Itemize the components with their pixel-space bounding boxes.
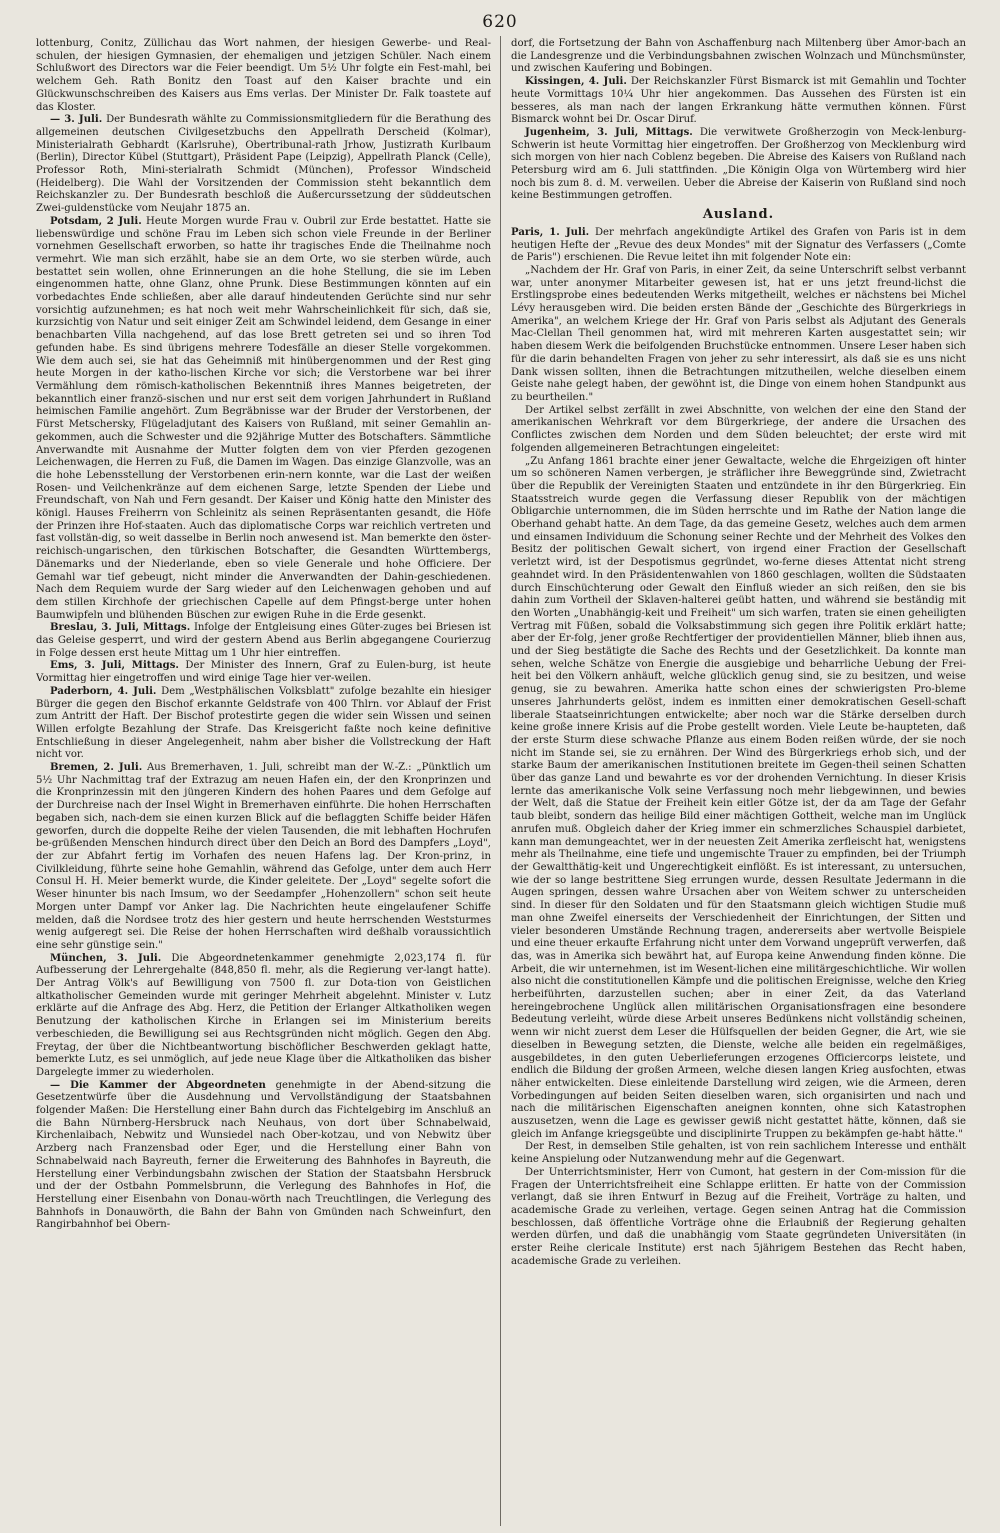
column-divider xyxy=(500,36,501,1526)
dateline: — Die Kammer der Abgeordneten xyxy=(50,1079,266,1091)
article-paragraph xyxy=(511,1141,966,1166)
paragraph-text: Der Minister des Innern, Graf zu Eulen-burg, ist heute Vormittag hier eingetroffen und wird einige Tage hier ver-weilen. xyxy=(36,660,491,685)
article-paragraph xyxy=(36,622,491,660)
paragraph-text: Der Unterrichtsminister, Herr von Cumont, hat gestern in der Com-mission für die Fragen der Unterrichtsfreiheit eine Schlappe erlitten. Er hatte von der Commission verlangt, daß sie ihren Entwurf in Bezug auf die Freiheit, Vorträge zu halten, und academische Grade zu verleihen, vertage. Gegen seinen Antrag hat die Commission beschlossen, daß öffentliche Vorträge ohne die Erlaubniß der Regierung gehalten werden dürfen, und daß die unabhängig vom Staate gegründeten Universitäten (in erster Reihe clericale Institute) erst nach 5jährigem Bestehen das Recht haben, academische Grade zu verleihen. xyxy=(511,1166,966,1267)
article-paragraph xyxy=(36,38,491,114)
paragraph-text: Die verwitwete Großherzogin von Meck-lenburg-Schwerin ist heute Vormittag hier eingetroffen. Der Großherzog von Mecklenburg wird sich morgen von hier nach Coblenz begeben. Die Abreise des Kaisers von Rußland nach Petersburg wird am 6. Juli stattfinden. „Die Königin Olga von Würtemberg wird hier noch bis zum 8. d. M. verweilen. Ueber die Abreise der Kaiserin von Rußland sind noch keine Bestimmungen getroffen. xyxy=(511,126,966,202)
article-paragraph xyxy=(511,456,966,1142)
article-paragraph xyxy=(36,660,491,685)
dateline: Bremen, 2. Juli. xyxy=(50,762,143,774)
paragraph-text: Die Abgeordnetenkammer genehmigte 2,023,174 fl. für Aufbesserung der Lehrergehalte (848,850 fl. mehr, als die Regierung ver-langt hatte). Der Antrag Völk's auf Bewilligung von 7500 fl. zur Dota-tion von Geistlichen altkatholischer Gemeinden wurde mit geringer Mehrheit abgelehnt. Minister v. Lutz erklärte auf die Anfrage des Abg. Herz, die Petition der Erlanger Altkatholiken wegen Benutzung der katholischen Kirche in Erlangen sei im Ministerium bereits verbeschieden, die Bewilligung sei aus Rechtsgründen nicht möglich. Gegen den Abg. Freytag, der über die Nichtbeantwortung bischöflicher Beschwerden geklagt hatte, bemerkte Lutz, es sei unmöglich, auf jede neue Klage über die Altkatholiken das bisher Dargelegte immer zu wiederholen. xyxy=(36,952,491,1078)
paragraph-text: „Zu Anfang 1861 brachte einer jener Gewaltacte, welche die Ehrgeizigen oft hinter um so schöneren Namen verbergen, je sträflicher ihre Beweggründe sind, Zwietracht über die Republik der Vereinigten Staaten und entzündete in ihr den Bürgerkrieg. Ein Staatsstreich wurde gegen die Verfassung dieser Republik von der mächtigen Obligarchie unternommen, die im Süden herrschte und im Rathe der Nation lange die Oberhand gehabt hatte. An dem Tage, da das gemeine Gesetz, welches auch dem armen und einsamen Individuum die Schonung seiner Rechte und der Mehrheit des Volkes den Besitz der politischen Gewalt sichert, von irgend einer Fraction der Gesellschaft verletzt wird, ist der Despotismus gegründet, wo-ferne dieses Attentat nicht streng geahndet wird. In den Präsidentenwahlen von 1860 geschlagen, wollten die Südstaaten durch Einschüchterung oder Gewalt den Einfluß wieder an sich reißen, den sie bis dahin zum Vortheil der Sklaven-halterei geübt hatten, und während sie beständig mit den Worten „Unabhängig-keit und Freiheit" um sich warfen, traten sie einen geheiligten Vertrag mit Füßen, sobald die Volksabstimmung sich gegen ihre Politik erklärt hatte; aber der Er-folg, jener große Rechtfertiger der providentiellen Männer, blieb ihnen aus, und der Sieg bestätigte die Sache des Rechts und der Gesetzlichkeit. Da konnte man sehen, welche Schätze von Energie die ausgiebige und beharrliche Uebung der Frei-heit bei den Völkern anhäuft, welche glücklich genug sind, sie zu besitzen, und weise genug, sie zu bewahren. Amerika hatte schon eines der schwierigsten Pro-bleme unseres Jahrhunderts gelöst, indem es inmitten einer demokratischen Gesell-schaft liberale Staatseinrichtungen entwickelte; aber noch war die Stärke derselben durch keine große innere Krisis auf die Probe gestellt worden. Viele Leute be-haupteten, daß der erste Sturm diese schwache Pflanze aus einem Boden reißen würde, der sie noch nicht im Stande sei, sie zu ernähren. Der Wind des Bürgerkriegs erhob sich, und der starke Baum der amerikanischen Institutionen breitete im Gegen-theil seinen Schatten über das ganze Land und bewahrte es vor der drohenden Vernichtung. In dieser Krisis lernte das amerikanische Volk seine Verfassung noch mehr liebgewinnen, und bewies der Welt, daß die Statue der Freiheit kein eitler Götze ist, der da am Tage der Gefahr taub bleibt, sondern das heilige Bild einer mächtigen Gottheit, welche man im Unglück anrufen muß. Obgleich daher der Krieg immer ein schmerzliches Schauspiel darbietet, kann man demungeachtet, wer in der neuesten Zeit Amerika zerfleischt hat, wenigstens mehr als Theilnahme, eine tiefe und ungemischte Trauer zu empfinden, bei der Triumph der Gewaltthätig-keit und Ungerechtigkeit einflößt. Es ist interessant, zu untersuchen, wie der so lange bestrittene Sieg errungen wurde, dessen Resultate Jedermann in die Augen springen, dessen wahre Ursachen aber von Weitem schwer zu unterscheiden sind. In dieser für den Soldaten und für den Staatsmann gleich wichtigen Studie muß man ohne Zweifel einerseits der Verschiedenheit der Einrichtungen, der Sitten und vieler besonderen Umstände Rechnung tragen, andererseits aber wertvolle Beispiele und eine theuer erkaufte Erfahrung nicht unter dem Vorwand ungeprüft verwerfen, daß das, was in Amerika sich bewährt hat, auf Europa keine Anwendung finden könne. Die Arbeit, die wir unternehmen, ist im Wesent-lichen eine militärgeschichtliche. Wir wollen also nicht die constitutionellen Kämpfe und die politischen Ereignisse, welche den Krieg herbeiführten, darzustellen suchen; aber in einer Zeit, da das Vaterland hereingebrochene Unglück allen militärischen Organisationsfragen eine besondere Bedeutung verleiht, würde diese Arbeit unseres Bedünkens nicht vollständig scheinen, wenn wir nicht zuerst dem Leser die Hülfsquellen der beiden Gegner, die Art, wie sie dieselben in Bewegung setzten, die Dienste, welche alle beiden ein regelmäßiges, ausgebildetes, in den guten Ueberlieferungen erzogenes Officiercorps leistete, und endlich die Bildung der großen Armeen, welche diesen langen Krieg ausfochten, etwas näher entwickelten. Diese einleitende Darstellung wird zeigen, wie die Armeen, deren Vorbedingungen auf beiden Seiten dieselben waren, sich organisirten und nach und nach die militärischen Eigenschaften aneignen konnten, ohne sich Katastrophen auszusetzen, wenn die Lage es gewisser gewiß nicht gestattet hätte, können, daß sie gleich im Anfange kriegsgeübte und disciplinirte Truppen zu bekämpfen ge-habt hätte." xyxy=(511,455,966,1140)
article-paragraph xyxy=(36,762,491,953)
paragraph-text: Infolge der Entgleisung eines Güter-zuges bei Briesen ist das Geleise gesperrt, und wird der gestern Abend aus Berlin abgegangene Courierzug in Folge dessen erst heute Mittag um 1 Uhr hier eintreffen. xyxy=(36,622,491,659)
right-column xyxy=(511,38,966,1526)
article-paragraph xyxy=(36,953,491,1080)
dateline: München, 3. Juli. xyxy=(50,952,162,964)
paragraph-text: Der mehrfach angekündigte Artikel des Grafen von Paris ist in dem heutigen Hefte der „Revue des deux Mondes" mit der Signatur des Verfassers („Comte de Paris") erschienen. Die Revue leitet ihn mit folgender Note ein: xyxy=(511,226,966,264)
article-paragraph xyxy=(36,1080,491,1232)
paragraph-text: Der Bundesrath wählte zu Commissionsmitgliedern für die Berathung des allgemeinen deutschen Civilgesetzbuchs den Appellrath Derscheid (Kolmar), Ministerialrath Gebhardt (Karlsruhe), Obertribunal-rath Jrhow, Justizrath Kurlbaum (Berlin), Director Kübel (Stuttgart), Präsident Pape (Leipzig), Appellrath Planck (Celle), Professor Roth, Mini-sterialrath Schmidt (München), Professor Windscheid (Heidelberg). Die Wahl der Vorsitzenden der Commission steht bekanntlich dem Reichskanzler zu. Der Bundesrath beschloß die Außercurssetzung der süddeutschen Zwei-guldenstücke vom Neujahr 1875 an. xyxy=(36,114,491,215)
paragraph-text: „Nachdem der Hr. Graf von Paris, in einer Zeit, da seine Unterschrift selbst verbannt war, unter anonymer Mitarbeiter gewesen ist, hat er uns jetzt freund-lichst die Erstlingsprobe eines bedeutenden Werks mitgetheilt, welches er nächstens bei Michel Lévy herausgeben wird. Die beiden ersten Bände der „Geschichte des Bürgerkriegs in Amerika", an welchem Kriege der Hr. Graf von Paris selbst als Adjutant des Generals Mac-Clellan Theil genommen hat, wird mit mehreren Karten ausgestattet sein; wir haben diesem Werk die beifolgenden Bruchstücke entnommen. Unsere Leser haben sich für die darin behandelten Fragen von jeher zu sehr interessirt, als daß sie es uns nicht Dank wissen sollten, ihnen die Betrachtungen mitzutheilen, welche dieselben einem Geiste nahe gelegt haben, der gewöhnt ist, die Dinge von einem hohen Standpunkt aus zu beurtheilen." xyxy=(511,264,966,403)
page-number: 620 xyxy=(482,12,518,32)
paragraph-text: genehmigte in der Abend-sitzung die Gesetzentwürfe über die Ausdehnung und Vervollständigung der Staatsbahnen folgender Maßen: Die Herstellung einer Bahn durch das Fichtelgebirg im Anschluß an die Bahn Nürnberg-Hersbruck nach Neuhaus, von dort über Schnabelwaid, Kirchenlaibach, Nebwitz und Wunsiedel nach Ober-kotzau, und von Nebwitz über Arzberg nach Franzensbad oder Eger, und die Herstellung einer Bahn von Schnabelwaid nach Bayreuth, ferner die Erweiterung des Bahnhofes in Bayreuth, die Herstellung einer Verbindungsbahn zwischen der Station der Staatsbahn Hersbruck und der der Ostbahn Pommelsbrunn, die Verlegung des Bahnhofes in Hof, die Herstellung einer Eisenbahn von Donau-wörth nach Treuchtlingen, die Verlegung des Bahnhofs in Donauwörth, die Bahn der Bahn von Gmünden nach Schweinfurt, den Rangirbahnhof bei Obern- xyxy=(36,1079,491,1231)
paragraph-text: Der Artikel selbst zerfällt in zwei Abschnitte, von welchen der eine den Stand der amerikanischen Wehrkraft vor dem Bürgerkriege, der andere die Ursachen des Conflictes zwischen dem Norden und dem Süden beleuchtet; der erste wird mit folgenden allgemeineren Betrachtungen eingeleitet: xyxy=(511,404,966,454)
article-paragraph xyxy=(511,1167,966,1269)
dateline: Paderborn, 4. Juli. xyxy=(50,685,157,697)
article-paragraph xyxy=(511,127,966,203)
left-column xyxy=(36,38,491,1526)
paragraph-text: Heute Morgen wurde Frau v. Oubril zur Erde bestattet. Hatte sie liebenswürdige und schöne Frau im Leben sich schon viele Freunde in der Berliner vornehmen Gesellschaft erworben, so hatte ihr tragisches Ende die Theilnahme noch vermehrt. Wie man sich erzählt, habe sie an dem Orte, wo sie sterben würde, auch bestattet sein wollen, ohne Erinnerungen an die hohe Stellung, die sie im Leben eingenommen hatte, ohne Glanz, ohne Prunk. Diese Bestimmungen könnten auf ein vorbedachtes Ende schließen, aber alle darauf hindeutenden Gerüchte sind nur sehr vorsichtig aufzunehmen; es hat noch weit mehr Wahrscheinlichkeit für sich, daß sie, kurzsichtig von Natur und seit einiger Zeit am Schwindel leidend, dem Gesange in einer benachbarten Villa nachgehend, auf das lose Brett getreten sei und so ihren Tod gefunden habe. Es sind übrigens mehrere Todesfälle an dieser Stelle vorgekommen. Wie dem auch sei, sie hat das Geheimniß mit hinübergenommen und der Rest ging heute Morgen in der katho-lischen Kirche vor sich; die Verstorbene war bei ihrer Vermählung dem römisch-katholischen Bekenntniß ihres Mannes beigetreten, der bekanntlich einer franzö-sischen und nur erst seit dem vorigen Jahrhundert in Rußland heimischen Familie angehört. Zum Begräbnisse war der Bruder der Verstorbenen, der Fürst Metschersky, Flügeladjutant des Kaisers von Rußland, mit seiner Gemahlin an-gekommen, auch die Schwester und die 92jährige Mutter des Botschafters. Sämmtliche Anverwandte mit Ausnahme der Mutter folgten dem von vier Pferden gezogenen Leichenwagen, die Herren zu Fuß, die Damen im Wagen. Das einzige Glanzvolle, was an die hohe Lebensstellung der Verstorbenen erin-nern konnte, war die Last der weißen Rosen- und Veilchenkränze auf dem eichenen Sarge, letzte Spenden der Liebe und Freundschaft, von Nah und Fern gesandt. Der Kaiser und König hatte den Minister des königl. Hauses Freiherrn von Schleinitz als seinen Repräsentanten gesandt, die Höfe der Prinzen ihre Hof-staaten. Auch das diplomatische Corps war reichlich vertreten und fast vollstän-dig, so weit dasselbe in Berlin noch anwesend ist. Man bemerkte den öster-reichisch-ungarischen, den türkischen Botschafter, die Gesandten Württembergs, Dänemarks und der Niederlande, eben so viele Generale und hohe Officiere. Der Gemahl war tief gebeugt, nicht minder die Anverwandten der Dahin-geschiedenen. Nach dem Requiem wurde der Sarg wieder auf den Leichenwagen gehoben und auf dem stillen Kirchhofe der griechischen Capelle auf dem Pfingst-berge unter hohen Baumwipfeln und blühenden Büschen zur ewigen Ruhe in die Erde gesenkt. xyxy=(36,215,491,621)
paragraph-text: dorf, die Fortsetzung der Bahn von Aschaffenburg nach Miltenberg über Amor-bach an die Landesgrenze und die Verbindungsbahnen zwischen Wolnzach und Münchsmünster, und zwischen Kaufering und Bobingen. xyxy=(511,38,966,75)
dateline: Kissingen, 4. Juli. xyxy=(525,76,627,88)
article-paragraph xyxy=(511,227,966,265)
article-paragraph xyxy=(511,405,966,456)
article-paragraph xyxy=(511,76,966,127)
dateline: Breslau, 3. Juli, Mittags. xyxy=(50,622,191,634)
paragraph-text: Dem „Westphälischen Volksblatt" zufolge bezahlte ein hiesiger Bürger die gegen den Bischof erkannte Geldstrafe von 400 Thlrn. vor Ablauf der Frist zum Antritt der Haft. Der Bischof protestirte gegen die wider sein Wissen und seinen Willen erfolgte Bezahlung der Strafe. Das Kreisgericht faßte noch keine definitive Entschließung in dieser Angelegenheit, nahm aber bisher die Vollstreckung der Haft nicht vor. xyxy=(36,685,491,761)
article-paragraph xyxy=(36,686,491,762)
paragraph-text: Der Rest, in demselben Stile gehalten, ist von rein sachlichem Interesse und enthält keine Anspielung oder Nutzanwendung mehr auf die Gegenwart. xyxy=(511,1141,966,1166)
section-heading: Ausland. xyxy=(702,207,775,223)
article-paragraph xyxy=(511,265,966,405)
dateline: Ems, 3. Juli, Mittags. xyxy=(50,660,179,672)
article-paragraph xyxy=(511,38,966,76)
article-paragraph xyxy=(36,216,491,623)
article-paragraph xyxy=(36,114,491,216)
dateline: — 3. Juli. xyxy=(50,114,103,126)
paragraph-text: Der Reichskanzler Fürst Bismarck ist mit Gemahlin und Tochter heute Vormittags 10¼ Uhr hier angekommen. Das Aussehen des Fürsten ist ein besseres, als man nach der langen Erkrankung hätte vermuthen können. Fürst Bismarck wohnt bei Dr. Oscar Diruf. xyxy=(511,76,966,126)
dateline: Potsdam, 2 Juli. xyxy=(50,215,142,227)
dateline: Jugenheim, 3. Juli, Mittags. xyxy=(525,126,693,138)
paragraph-text: Aus Bremerhaven, 1. Juli, schreibt man der W.-Z.: „Pünktlich um 5½ Uhr Nachmittag traf der Extrazug am neuen Hafen ein, der den Kronprinzen und die Kronprinzessin mit den jüngeren Kindern des hohen Paares und dem Gefolge auf der Durchreise nach der Insel Wight in Bremerhaven einführte. Die hohen Herrschaften begaben sich, nach-dem sie einen kurzen Blick auf die beflaggten Schiffe beider Häfen geworfen, durch die doppelte Reihe der vielen Tausenden, die mit lebhaften Hochrufen be-grüßenden Menschen hindurch direct über den Deich an Bord des Dampfers „Loyd", der zur Abfahrt fertig im Vorhafen des neuen Hafens lag. Der Kron-prinz, in Civilkleidung, führte seine hohe Gemahlin, während das Gefolge, unter dem auch Herr Consul H. H. Meier bemerkt wurde, die Kinder geleitete. Der „Loyd" segelte sofort die Weser hinunter bis nach Imsum, wo der Seedampfer „Hohenzollern" schon seit heute Morgen unter Dampf vor Anker lag. Die Nachrichten heute eingelaufener Schiffe melden, daß die Nordsee trotz des hier gestern und heute herrschenden Weststurmes wenig aufgeregt sei. Die Reise der hohen Herrschaften wird deßhalb voraussichtlich eine sehr günstige sein." xyxy=(36,762,491,951)
dateline: Paris, 1. Juli. xyxy=(511,226,590,238)
paragraph-text: lottenburg, Conitz, Züllichau das Wort nahmen, der hiesigen Gewerbe- und Real-schulen, der hiesigen Gymnasien, der ehemaligen und jetzigen Schüler. Nach einem Schlußwort des Directors war die Feier beendigt. Um 5½ Uhr folgte ein Fest-mahl, bei welchem Geh. Rath Bonitz den Toast auf den Kaiser brachte und ein Glückwunschschreiben des Kaisers aus Ems verlas. Der Minister Dr. Falk toastete auf das Kloster. xyxy=(36,38,491,113)
